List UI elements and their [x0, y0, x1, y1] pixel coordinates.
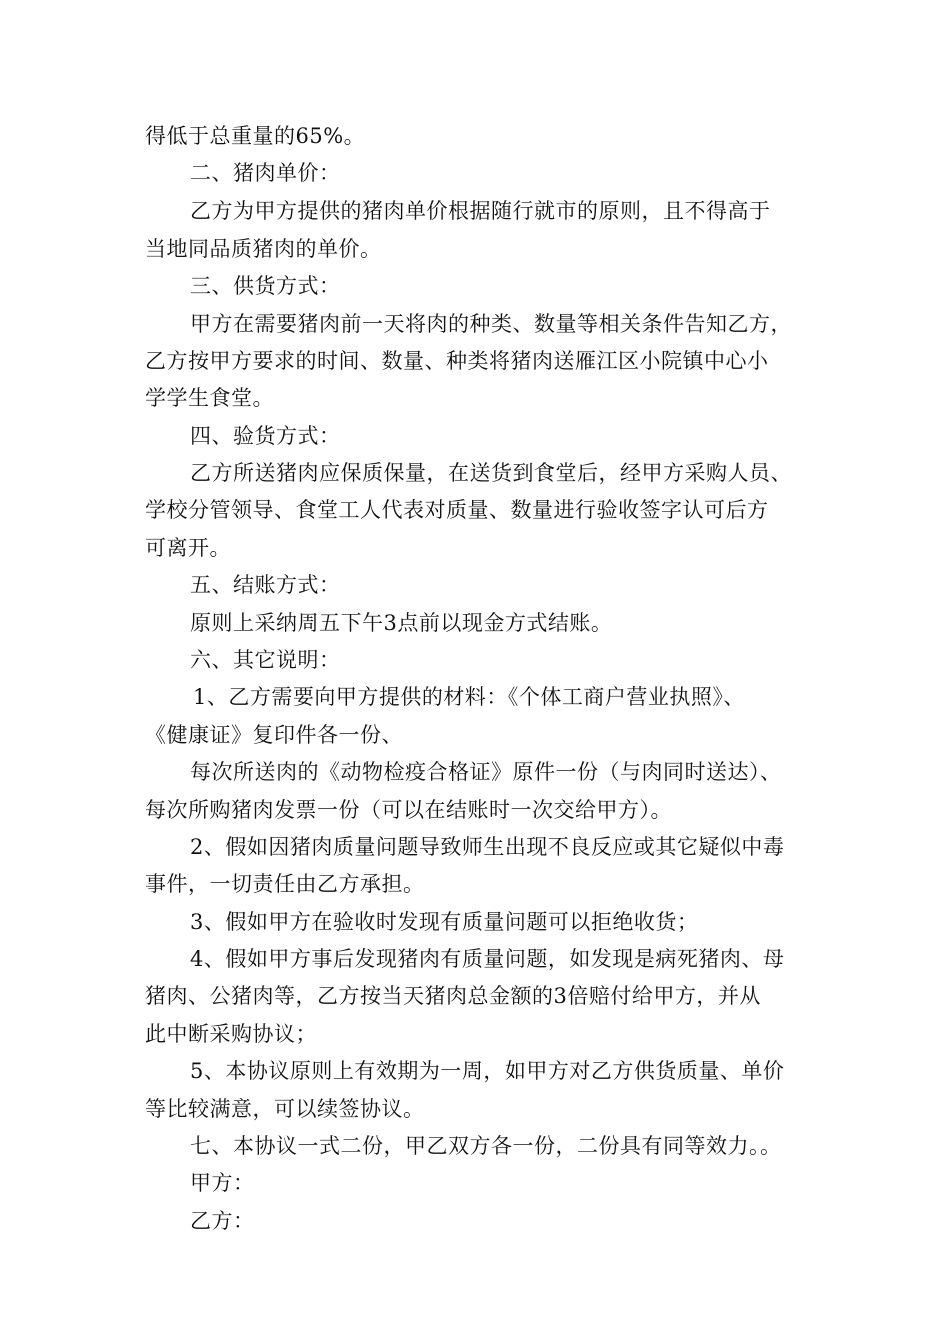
section-heading: 三、供货方式： [190, 274, 341, 298]
text-line: 得低于总重量的65%。 [145, 124, 366, 148]
signature-label-party-a: 甲方： [190, 1171, 255, 1195]
text-line: 乙方为甲方提供的猪肉单价根据随行就市的原则，且不得高于 [190, 199, 771, 223]
text-line: 此中断采购协议； [145, 1022, 317, 1046]
text-line: 乙方按甲方要求的时间、数量、种类将猪肉送雁江区小院镇中心小 [145, 349, 769, 373]
text-line: 当地同品质猪肉的单价。 [145, 237, 382, 261]
text-line: 等比较满意，可以续签协议。 [145, 1097, 425, 1121]
text-line: 猪肉、公猪肉等，乙方按当天猪肉总金额的3倍赔付给甲方，并从 [145, 984, 761, 1008]
text-line: 甲方在需要猪肉前一天将肉的种类、数量等相关条件告知乙方， [190, 312, 792, 336]
text-line: 每次所送肉的《动物检疫合格证》原件一份（与肉同时送达）、 [190, 760, 782, 784]
text-line: 3、假如甲方在验收时发现有质量问题可以拒绝收货； [190, 910, 699, 934]
text-line: 乙方所送猪肉应保质保量，在送货到食堂后，经甲方采购人员、 [190, 461, 792, 485]
section-heading: 五、结账方式： [190, 573, 341, 597]
section-heading: 二、猪肉单价： [190, 161, 341, 185]
section-heading: 六、其它说明： [190, 648, 341, 672]
text-line: 4、假如甲方事后发现猪肉有质量问题，如发现是病死猪肉、母 [190, 947, 785, 971]
text-line: 5、本协议原则上有效期为一周，如甲方对乙方供货质量、单价 [190, 1059, 785, 1083]
signature-label-party-b: 乙方： [190, 1209, 255, 1233]
text-line: 每次所购猪肉发票一份（可以在结账时一次交给甲方）。 [145, 798, 672, 822]
text-line: 可离开。 [145, 536, 231, 560]
text-line: 学校分管领导、食堂工人代表对质量、数量进行验收签字认可后方 [145, 498, 769, 522]
text-line: 1、乙方需要向甲方提供的材料：《个体工商户营业执照》、 [193, 685, 745, 709]
text-line: 2、假如因猪肉质量问题导致师生出现不良反应或其它疑似中毒 [190, 835, 785, 859]
text-line: 原则上采纳周五下午3点前以现金方式结账。 [190, 611, 613, 635]
text-line: 《健康证》复印件各一份、 [145, 723, 403, 747]
section-heading: 四、验货方式： [190, 424, 341, 448]
text-line: 学学生食堂。 [145, 386, 274, 410]
text-line: 七、本协议一式二份，甲乙双方各一份，二份具有同等效力。。 [190, 1134, 782, 1158]
text-line: 事件，一切责任由乙方承担。 [145, 872, 425, 896]
